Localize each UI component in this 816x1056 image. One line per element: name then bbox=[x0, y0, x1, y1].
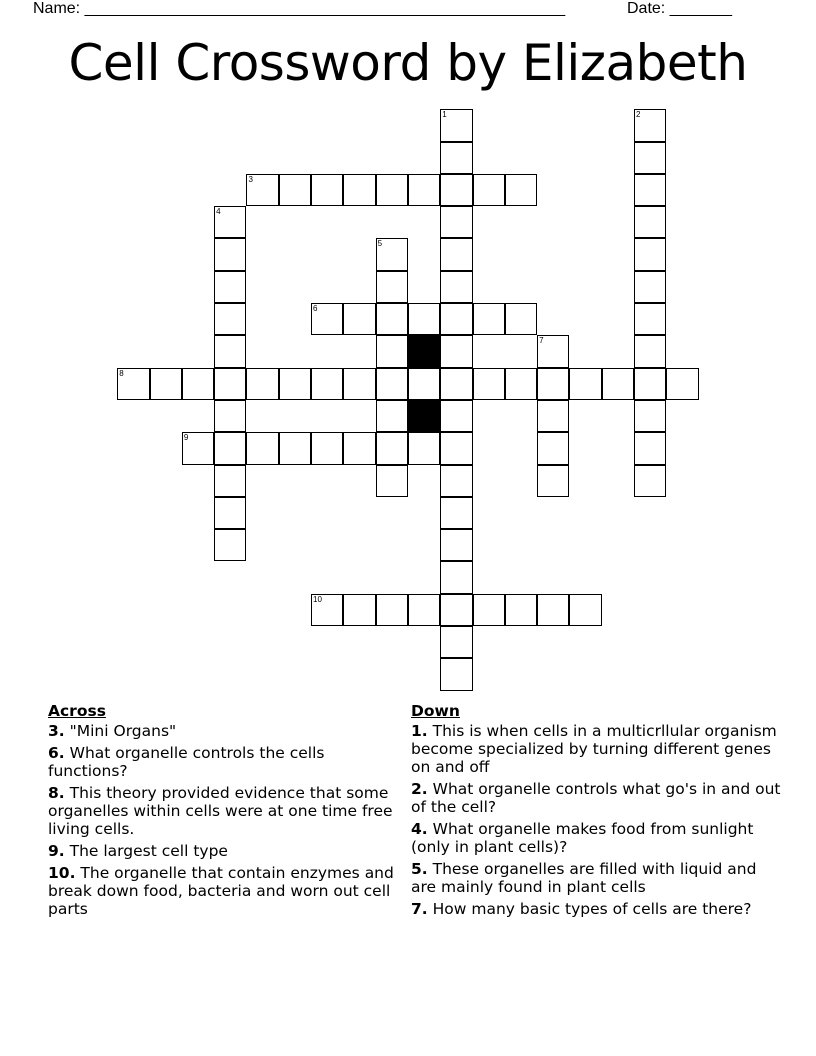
grid-cell[interactable] bbox=[376, 271, 408, 303]
grid-cell[interactable] bbox=[214, 303, 246, 335]
down-clues bbox=[411, 702, 781, 922]
grid-cell[interactable] bbox=[311, 303, 343, 335]
clue-number-label: 10 bbox=[313, 594, 322, 604]
grid-cell[interactable] bbox=[634, 465, 666, 497]
clue-number-label: 1 bbox=[442, 110, 447, 120]
clue-number: 2. bbox=[411, 780, 428, 798]
grid-cell[interactable] bbox=[214, 335, 246, 367]
grid-cell[interactable] bbox=[343, 594, 375, 626]
across-clue bbox=[48, 744, 398, 780]
grid-cell[interactable] bbox=[569, 368, 601, 400]
across-clue bbox=[48, 722, 398, 740]
grid-cell[interactable] bbox=[214, 368, 246, 400]
black-cell bbox=[408, 335, 440, 367]
clue-number: 5. bbox=[411, 860, 428, 878]
clue-text: The largest cell type bbox=[69, 842, 228, 860]
grid-cell[interactable] bbox=[505, 174, 537, 206]
grid-cell[interactable] bbox=[666, 368, 698, 400]
across-clue bbox=[48, 864, 398, 918]
grid-cell[interactable] bbox=[634, 432, 666, 464]
grid-cell[interactable] bbox=[537, 400, 569, 432]
grid-cell[interactable] bbox=[537, 465, 569, 497]
grid-cell[interactable] bbox=[150, 368, 182, 400]
grid-cell[interactable] bbox=[440, 561, 472, 593]
grid-cell[interactable] bbox=[473, 303, 505, 335]
grid-cell[interactable] bbox=[246, 174, 278, 206]
across-clues bbox=[48, 702, 398, 922]
down-clue bbox=[411, 860, 781, 896]
clue-text: "Mini Organs" bbox=[69, 722, 177, 740]
grid-cell[interactable] bbox=[505, 594, 537, 626]
grid-cell[interactable] bbox=[634, 368, 666, 400]
grid-cell[interactable] bbox=[440, 238, 472, 270]
grid-cell[interactable] bbox=[634, 174, 666, 206]
grid-cell[interactable] bbox=[246, 432, 278, 464]
grid-cell[interactable] bbox=[343, 303, 375, 335]
clue-number-label: 2 bbox=[636, 110, 641, 120]
grid-cell[interactable] bbox=[246, 368, 278, 400]
clue-text: These organelles are filled with liquid and are mainly found in plant cells bbox=[411, 860, 757, 896]
clue-number-label: 4 bbox=[216, 207, 221, 217]
grid-cell[interactable] bbox=[214, 400, 246, 432]
grid-cell[interactable] bbox=[182, 368, 214, 400]
grid-cell[interactable] bbox=[440, 174, 472, 206]
clue-number-label: 8 bbox=[119, 368, 124, 378]
name-field[interactable]: Name: ______________________________________________________ bbox=[33, 0, 566, 17]
grid-cell[interactable] bbox=[376, 432, 408, 464]
down-clue bbox=[411, 820, 781, 856]
grid-cell[interactable] bbox=[408, 368, 440, 400]
grid-cell[interactable] bbox=[376, 594, 408, 626]
grid-cell[interactable] bbox=[440, 529, 472, 561]
grid-cell[interactable] bbox=[376, 335, 408, 367]
clue-text: What organelle controls the cells functions? bbox=[48, 744, 325, 780]
clue-text: The organelle that contain enzymes and break down food, bacteria and worn out cell parts bbox=[48, 864, 394, 918]
black-cell bbox=[408, 400, 440, 432]
grid-cell[interactable] bbox=[214, 432, 246, 464]
grid-cell[interactable] bbox=[279, 368, 311, 400]
grid-cell[interactable] bbox=[311, 368, 343, 400]
across-clue bbox=[48, 842, 398, 860]
grid-cell[interactable] bbox=[440, 303, 472, 335]
down-heading: Down bbox=[411, 702, 460, 720]
grid-cell[interactable] bbox=[214, 465, 246, 497]
grid-cell[interactable] bbox=[311, 432, 343, 464]
grid-cell[interactable] bbox=[440, 109, 472, 141]
clue-number-label: 7 bbox=[539, 336, 544, 346]
grid-cell[interactable] bbox=[408, 174, 440, 206]
grid-cell[interactable] bbox=[440, 271, 472, 303]
grid-cell[interactable] bbox=[376, 303, 408, 335]
grid-cell[interactable] bbox=[440, 432, 472, 464]
grid-cell[interactable] bbox=[311, 594, 343, 626]
page-title: Cell Crossword by Elizabeth bbox=[68, 34, 748, 92]
date-field[interactable]: Date: _______ bbox=[627, 0, 732, 17]
grid-cell[interactable] bbox=[440, 400, 472, 432]
grid-cell[interactable] bbox=[343, 368, 375, 400]
across-clue bbox=[48, 784, 398, 838]
grid-cell[interactable] bbox=[440, 658, 472, 690]
grid-cell[interactable] bbox=[634, 142, 666, 174]
clue-number-label: 3 bbox=[248, 174, 253, 184]
clue-number: 7. bbox=[411, 900, 428, 918]
clue-number-label: 9 bbox=[183, 433, 189, 443]
across-heading: Across bbox=[48, 702, 106, 720]
grid-cell[interactable] bbox=[440, 142, 472, 174]
down-clue bbox=[411, 780, 781, 816]
grid-cell[interactable] bbox=[505, 303, 537, 335]
clue-number: 10. bbox=[48, 864, 76, 882]
grid-cell[interactable] bbox=[634, 109, 666, 141]
grid-cell[interactable] bbox=[634, 271, 666, 303]
grid-cell[interactable] bbox=[214, 529, 246, 561]
grid-cell[interactable] bbox=[602, 368, 634, 400]
grid-cell[interactable] bbox=[634, 238, 666, 270]
grid-cell[interactable] bbox=[279, 174, 311, 206]
clue-number: 3. bbox=[48, 722, 65, 740]
grid-cell[interactable] bbox=[214, 271, 246, 303]
grid-cell[interactable] bbox=[376, 400, 408, 432]
clue-number-label: 6 bbox=[313, 304, 318, 314]
grid-cell[interactable] bbox=[408, 303, 440, 335]
grid-cell[interactable] bbox=[537, 368, 569, 400]
clue-text: This theory provided evidence that some organelles within cells were at one time free living cells. bbox=[48, 784, 393, 838]
grid-cell[interactable] bbox=[634, 206, 666, 238]
grid-cell[interactable] bbox=[473, 594, 505, 626]
grid-cell[interactable] bbox=[440, 465, 472, 497]
grid-cell[interactable] bbox=[214, 238, 246, 270]
grid-cell[interactable] bbox=[214, 206, 246, 238]
grid-cell[interactable] bbox=[537, 594, 569, 626]
clue-number-label: 5 bbox=[377, 239, 383, 249]
clue-text: What organelle makes food from sunlight (only in plant cells)? bbox=[411, 820, 754, 856]
clue-number: 6. bbox=[48, 744, 65, 762]
grid-cell[interactable] bbox=[473, 368, 505, 400]
grid-cell[interactable] bbox=[343, 174, 375, 206]
grid-cell[interactable] bbox=[440, 626, 472, 658]
grid-cell[interactable] bbox=[569, 594, 601, 626]
clue-number: 4. bbox=[411, 820, 428, 838]
grid-cell[interactable] bbox=[440, 497, 472, 529]
grid-cell[interactable] bbox=[311, 174, 343, 206]
grid-cell[interactable] bbox=[376, 174, 408, 206]
clue-number: 1. bbox=[411, 722, 428, 740]
clue-number: 9. bbox=[48, 842, 65, 860]
grid-cell[interactable] bbox=[376, 465, 408, 497]
grid-cell[interactable] bbox=[408, 594, 440, 626]
grid-cell[interactable] bbox=[473, 174, 505, 206]
grid-cell[interactable] bbox=[117, 368, 149, 400]
grid-cell[interactable] bbox=[440, 335, 472, 367]
grid-cell[interactable] bbox=[440, 206, 472, 238]
grid-cell[interactable] bbox=[376, 238, 408, 270]
grid-cell[interactable] bbox=[440, 368, 472, 400]
grid-cell[interactable] bbox=[537, 335, 569, 367]
grid-cell[interactable] bbox=[634, 303, 666, 335]
grid-cell[interactable] bbox=[634, 335, 666, 367]
grid-cell[interactable] bbox=[505, 368, 537, 400]
grid-cell[interactable] bbox=[182, 432, 214, 464]
grid-cell[interactable] bbox=[408, 432, 440, 464]
clue-text: What organelle controls what go's in and out of the cell? bbox=[411, 780, 781, 816]
clue-text: This is when cells in a multicrllular organism become specialized by turning different genes on and off bbox=[411, 722, 777, 776]
grid-cell[interactable] bbox=[440, 594, 472, 626]
grid-cell[interactable] bbox=[214, 497, 246, 529]
grid-cell[interactable] bbox=[634, 400, 666, 432]
grid-cell[interactable] bbox=[279, 432, 311, 464]
grid-cell[interactable] bbox=[537, 432, 569, 464]
grid-cell[interactable] bbox=[376, 368, 408, 400]
clue-text: How many basic types of cells are there? bbox=[432, 900, 752, 918]
grid-cell[interactable] bbox=[343, 432, 375, 464]
down-clue bbox=[411, 900, 781, 918]
clue-number: 8. bbox=[48, 784, 65, 802]
down-clue bbox=[411, 722, 781, 776]
